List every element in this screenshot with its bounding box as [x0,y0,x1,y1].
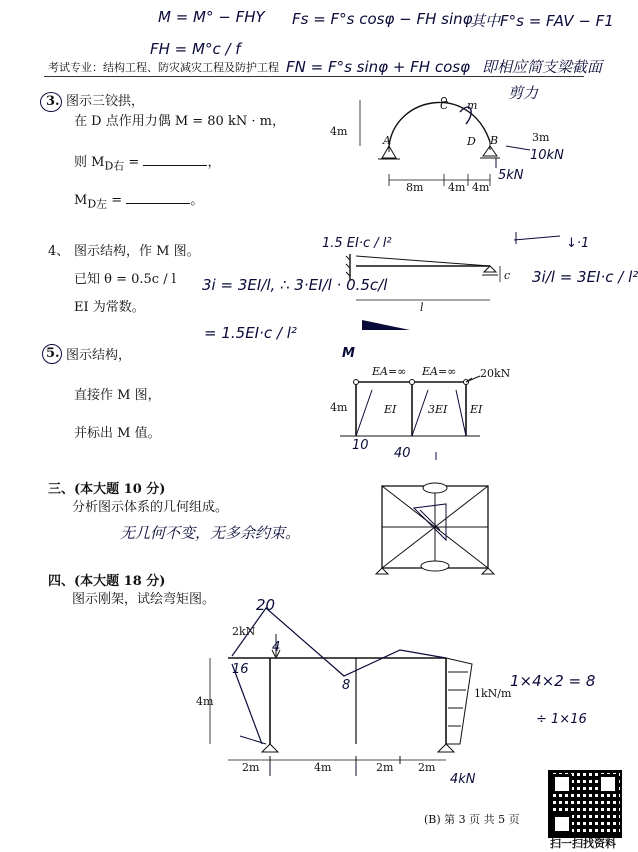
hw-q4-right: 3i/l = 3EI·c / l² [532,268,638,286]
q3-number: 3. [46,94,60,109]
sec3-text: 分析图示体系的几何组成。 [72,500,229,515]
exam-major-header: 考试专业：结构工程、防灾减灾工程及防护工程 [48,61,279,74]
q3-fig-B: B [490,134,499,147]
qr-code[interactable] [548,770,622,838]
hw-sec3-answer: 无几何不变，无多余约束。 [120,524,301,542]
hw-note-1: 其中F°s = FAV − F1 [470,12,614,30]
q4-line2: 已知 θ = 0.5c / l [74,272,176,287]
hw-sec4-8: 8 [342,678,351,693]
q3-fig-m: m [467,99,478,112]
hw-q5-m: M [342,346,355,361]
hw-sec4-4kn: 4kN [450,772,476,787]
hw-sec4-calc2: ÷ 1×16 [536,712,587,727]
hw-q3-10kn: 10kN [530,148,564,163]
hw-moment-equation: M = M° − FHY [158,8,265,26]
hw-shear-equation: Fs = F°s cosφ − FH sinφ [292,10,473,28]
q3-title: 图示三铰拱， [66,94,145,109]
hw-q4-right-top: ↓·1 [566,236,590,251]
q3-fig-C: C [440,99,449,112]
hw-q4-moment-label: 1.5 EI·c / l² [322,236,392,251]
q5-fig-ea2: EA=∞ [422,365,457,378]
q3-fig-dim-4m-a: 4m [448,181,466,194]
hw-sec4-16: 16 [232,662,249,677]
q5-number: 5. [46,346,60,361]
sec4-fig-dim-2m-c: 2m [418,761,436,774]
q4-number: 4、 [48,244,70,259]
q3-fig-A: A [383,134,391,147]
q5-fig-ea1: EA=∞ [372,365,407,378]
q3-fig-4m: 4m [330,125,348,138]
hw-axial-equation: FN = F°s sinφ + FH cosφ [286,58,470,76]
sec4-fig-4m: 4m [196,695,214,708]
q5-fig-ei1: EI [384,403,397,416]
q5-fig-4m: 4m [330,401,348,414]
q3-line2: 在 D 点作用力偶 M = 80 kN · m， [74,114,285,129]
sec4-fig-dim-2m-a: 2m [242,761,260,774]
hw-q5-10: 10 [352,438,369,453]
q3-fig-3m: 3m [532,131,550,144]
hw-sec4-4: 4 [272,640,281,655]
qr-caption: 扫一扫找资料 [550,837,616,850]
sec4-fig-dim-4m: 4m [314,761,332,774]
sec4-title: 四、(本大题 18 分) [48,574,166,589]
q3-left-moment: $M_{D左}$ = 。 [74,193,204,211]
q5-line3: 并标出 M 值。 [74,426,161,441]
hw-note-3: 剪力 [508,84,539,102]
hw-q4-equation-2: = 1.5EI·c / l² [204,324,297,342]
sec4-fig-dist: 1kN/m [474,687,512,700]
sec4-text: 图示刚架，试绘弯矩图。 [72,592,216,607]
page-footer: (B) 第 3 页 共 5 页 [424,813,520,826]
q5-fig-load: 20kN [480,367,511,380]
q3-right-moment: 则 $M_{D右}$ = ， [74,155,221,173]
hw-sec4-20: 20 [256,596,276,614]
q4-line3: EI 为常数。 [74,300,145,315]
hw-q5-40: 40 [394,446,411,461]
hw-note-2: 即相应简支梁截面 [482,58,603,76]
q5-line1: 图示结构， [66,348,132,363]
sec4-fig-dim-2m-b: 2m [376,761,394,774]
q3-fig-dim-4m-b: 4m [472,181,490,194]
hw-fh-equation: FH = M°c / f [150,40,241,58]
q5-fig-ei3: EI [470,403,483,416]
sec4-fig-2kn: 2kN [232,625,256,638]
hw-q3-5kn: 5kN [498,168,524,183]
hw-q4-equation: 3i = 3EI/l, ∴ 3·EI/l · 0.5c/l [202,276,388,294]
q3-fig-dim-8m: 8m [406,181,424,194]
q4-fig-c: c [504,269,511,282]
q3-fig-D: D [467,135,476,148]
q5-fig-ei2: 3EI [428,403,448,416]
q5-line2: 直接作 M 图， [74,388,161,403]
q4-line1: 图示结构，作 M 图。 [74,244,200,259]
hw-sec4-calc1: 1×4×2 = 8 [510,672,596,690]
sec3-title: 三、(本大题 10 分) [48,482,166,497]
q4-fig-l: l [420,301,424,314]
